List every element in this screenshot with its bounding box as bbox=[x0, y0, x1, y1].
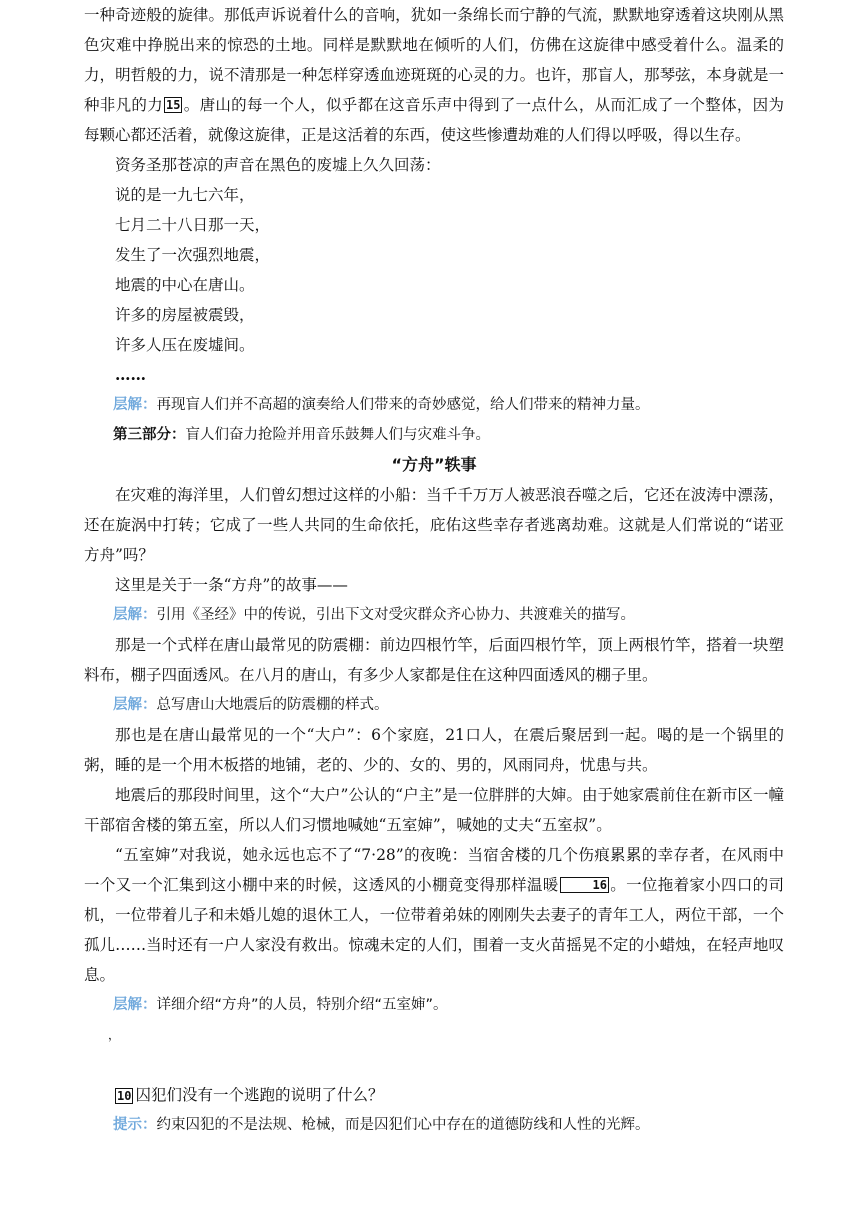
lyric-line: 许多的房屋被震毁， bbox=[115, 306, 255, 324]
document-page bbox=[84, 0, 784, 1140]
part-three-summary: 第三部分：盲人们奋力抢险并用音乐鼓舞人们与灾难斗争。 bbox=[113, 427, 490, 443]
note-tag: 层解： bbox=[113, 607, 157, 623]
paragraph-melody: 一种奇迹般的旋律。那低声诉说着什么的音响，犹如一条绵长而宁静的气流，默默地穿透着这块刚从黑色灾难中挣脱出来的惊恐的土地。同样是默默地在倾听的人们，仿佛在这旋律中感受着什么。温柔的力，明哲般的力，说不清那是一种怎样穿透血迹斑斑的心灵的力。也许，那盲人，那琴弦，本身就是一种非凡的力 15 。唐山的每一个人，似乎都在这音乐声中得到了一点什么，从而汇成了一个整体，因为每颗心都还活着，就像这旋律，正是这活着的东西，使这些惨遭劫难的人们得以呼吸，得以生存。 bbox=[84, 6, 784, 144]
question-marker-10: 10 bbox=[117, 1089, 132, 1103]
note-tag: 层解： bbox=[113, 397, 157, 413]
paragraph-big-household: 那也是在唐山最常见的一个“大户”：6个家庭，21口人，在震后聚居到一起。喝的是一个锅里的粥，睡的是一个用木板搭的地铺，老的、少的、女的、男的，风雨同舟，忧患与共。 bbox=[84, 726, 784, 774]
layer-note: 层解：引用《圣经》中的传说，引出下文对受灾群众齐心协力、共渡难关的描写。 bbox=[113, 607, 635, 623]
stray-mark: ， bbox=[108, 1028, 121, 1042]
lyric-ellipsis: …… bbox=[115, 365, 146, 384]
layer-note: 层解：总写唐山大地震后的防震棚的样式。 bbox=[113, 697, 389, 713]
lyric-line: 说的是一九七六年， bbox=[115, 186, 255, 204]
paragraph-shelter: 那是一个式样在唐山最常见的防震棚：前边四根竹竿，后面四根竹竿，顶上两根竹竿，搭着一块塑料布，棚子四面透风。在八月的唐山，有多少人家都是住在这种四面透风的棚子里。 bbox=[84, 636, 784, 684]
spacer bbox=[84, 1050, 784, 1080]
annotation-marker-15: 15 bbox=[166, 98, 181, 112]
annotation-marker-16: 16 bbox=[560, 877, 609, 893]
hint-tag: 提示： bbox=[113, 1117, 157, 1133]
note-tag: 层解： bbox=[113, 697, 157, 713]
lyric-line: 发生了一次强烈地震， bbox=[115, 246, 271, 264]
paragraph-night: “五室婶”对我说，她永远也忘不了“7·28”的夜晚：当宿舍楼的几个伤痕累累的幸存者，在风雨中一个又一个汇集到这小棚中来的时候，这透风的小棚竟变得那样温暖 16 。一位拖着家小四口的司机，一位带着儿子和未婚儿媳的退休工人，一位带着弟妹的刚刚失去妻子的青年工人，两位干部，一个孤儿……当时还有一户人家没有救出。惊魂未定的人们，围着一支火苗摇晃不定的小蜡烛，在轻声地叹息。 bbox=[84, 846, 784, 984]
layer-note: 层解：再现盲人们并不高超的演奏给人们带来的奇妙感觉，给人们带来的精神力量。 bbox=[113, 397, 650, 413]
hint: 提示：约束囚犯的不是法规、枪械，而是囚犯们心中存在的道德防线和人性的光辉。 bbox=[113, 1117, 650, 1133]
lyric-line: 地震的中心在唐山。 bbox=[115, 276, 255, 294]
section-title: “方舟”轶事 bbox=[391, 455, 477, 474]
layer-note: 层解：详细介绍“方舟”的人员，特别介绍“五室婶”。 bbox=[113, 997, 448, 1013]
song-lyrics bbox=[84, 180, 784, 390]
paragraph-voice: 资务圣那苍凉的声音在黑色的废墟上久久回荡： bbox=[115, 156, 441, 174]
lyric-line: 七月二十八日那一天， bbox=[115, 216, 271, 234]
paragraph-ocean: 在灾难的海洋里，人们曾幻想过这样的小船：当千千万万人被恶浪吞噬之后，它还在波涛中漂荡，还在旋涡中打转；它成了一些人共同的生命依托，庇佑这些幸存者逃离劫难。这就是人们常说的“诺亚方舟”吗？ bbox=[84, 486, 784, 564]
lyric-line: 许多人压在废墟间。 bbox=[115, 336, 255, 354]
paragraph-story-intro: 这里是关于一条“方舟”的故事—— bbox=[115, 576, 348, 594]
question: 10 囚犯们没有一个逃跑的说明了什么？ bbox=[117, 1086, 384, 1104]
paragraph-household-head: 地震后的那段时间里，这个“大户”公认的“户主”是一位胖胖的大婶。由于她家震前住在新市区一幢干部宿舍楼的第五室，所以人们习惯地喊她“五室婶”，喊她的丈夫“五室叔”。 bbox=[84, 786, 784, 834]
note-tag: 层解： bbox=[113, 997, 157, 1013]
